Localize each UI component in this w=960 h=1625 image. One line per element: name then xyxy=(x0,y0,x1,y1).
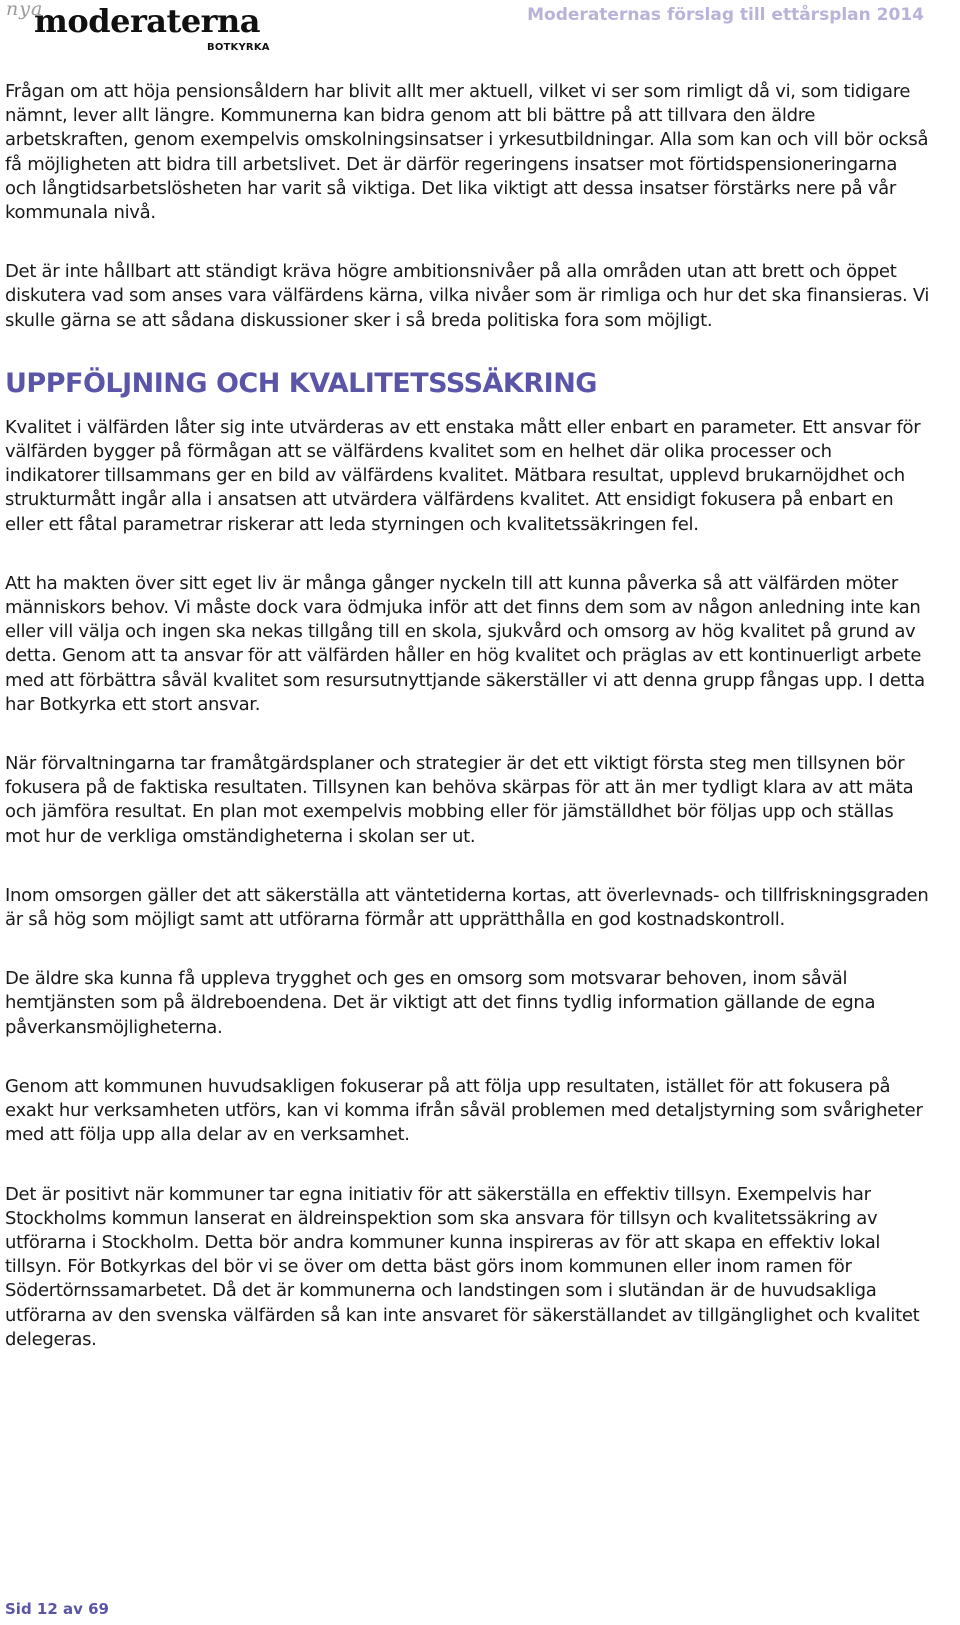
page-header xyxy=(0,0,960,60)
document-body xyxy=(5,80,930,1387)
logo-name: moderaterna xyxy=(34,2,261,40)
body-paragraph: Det är positivt när kommuner tar egna initiativ för att säkerställa en effektiv tillsyn. Exempelvis har Stockholms kommun lanserat en äldreinspektion som ska ansvara för tillsyn och kvalitetssäkring av utförarna i Stockholm. Detta bör andra kommuner kunna inspireras av för att skapa en effektiv lokal tillsyn. För Botkyrkas del bör vi se över om detta bäst görs inom kommunen eller inom ramen för Södertörnssamarbetet. Då det är kommunerna och landstingen som i slutändan är de huvudsakliga utförarna av den svenska välfärden så kan inte ansvaret för säkerställandet av tillgänglighet och kvalitet delegeras. xyxy=(5,1183,920,1350)
moderaterna-botkyrka-logo xyxy=(4,0,274,58)
body-paragraph: Kvalitet i välfärden låter sig inte utvärderas av ett enstaka mått eller enbart en parameter. Ett ansvar för välfärden bygger på förmågan att se välfärdens kvalitet som en helhet där olika processer och indikatorer tillsammans ger en bild av välfärdens kvalitet. Mätbara resultat, upplevd brukarnöjdhet och strukturmått ingår alla i ansatsen att utvärdera välfärdens kvalitet. Att ensidigt fokusera på enbart en eller ett fåtal parametrar riskerar att leda styrningen och kvalitetssäkringen fel. xyxy=(5,416,921,535)
body-paragraph: När förvaltningarna tar framåtgärdsplaner och strategier är det ett viktigt första steg men tillsynen bör fokusera på de faktiska resultaten. Tillsynen kan behöva skärpas för att än mer tydligt klara av att mäta och jämföra resultat. En plan mot exempelvis mobbing eller för jämställdhet bör följas upp och ställas mot hur de verkliga omständigheterna i skolan ser ut. xyxy=(5,753,914,847)
body-paragraph: Inom omsorgen gäller det att säkerställa att väntetiderna kortas, att överlevnads- och tillfriskningsgraden är så hög som möjligt samt att utförarna förmår att upprätthålla en god kostnadskontroll. xyxy=(5,884,929,931)
page-number: Sid 12 av 69 xyxy=(5,1600,109,1618)
section-heading: UPPFÖLJNING OCH KVALITETSSSÄKRING xyxy=(5,367,597,399)
document-title: Moderaternas förslag till ettårsplan 2014 xyxy=(527,5,924,25)
logo-prefix: nya xyxy=(6,0,44,20)
body-paragraph: Genom att kommunen huvudsakligen fokuserar på att följa upp resultaten, istället för att fokusera på exakt hur verksamheten utförs, kan vi komma ifrån såväl problemen med detaljstyrning som svårigheter med att följa upp alla delar av en verksamhet. xyxy=(5,1075,923,1146)
body-paragraph: Frågan om att höja pensionsåldern har blivit allt mer aktuell, vilket vi ser som rimligt då vi, som tidigare nämnt, lever allt längre. Kommunerna kan bidra genom att bli bättre på att tillvara den äldre arbetskraften, genom exempelvis omskolningsinsatser i yrkesutbildningar. Alla som kan och vill bör också få möjligheten att bidra till arbetslivet. Det är därför regeringens insatser mot förtidspensioneringarna och långtidsarbetslösheten har varit så viktiga. Det lika viktigt att dessa insatser förstärks nere på vår kommunala nivå. xyxy=(5,81,929,224)
logo-subtitle: BOTKYRKA xyxy=(207,42,270,53)
body-paragraph: Att ha makten över sitt eget liv är många gånger nyckeln till att kunna påverka så att välfärden möter människors behov. Vi måste dock vara ödmjuka inför att det finns dem som av någon anledning inte kan eller vill välja och ingen ska nekas tillgång till en skola, sjukvård och omsorg av hög kvalitet på grund av detta. Genom att ta ansvar för att välfärden håller en hög kvalitet och präglas av ett kontinuerligt arbete med att förbättra såväl kvalitet som resursutnyttjande säkerställer vi att denna grupp fångas upp. I detta har Botkyrka ett stort ansvar. xyxy=(5,572,925,715)
body-paragraph: Det är inte hållbart att ständigt kräva högre ambitionsnivåer på alla områden utan att brett och öppet diskutera vad som anses vara välfärdens kärna, vilka nivåer som är rimliga och hur det ska finansieras. Vi skulle gärna se att sådana diskussioner sker i så breda politiska fora som möjligt. xyxy=(5,261,930,331)
body-paragraph: De äldre ska kunna få uppleva trygghet och ges en omsorg som motsvarar behoven, inom såväl hemtjänsten som på äldreboendena. Det är viktigt att det finns tydlig information gällande de egna påverkansmöjligheterna. xyxy=(5,968,876,1038)
